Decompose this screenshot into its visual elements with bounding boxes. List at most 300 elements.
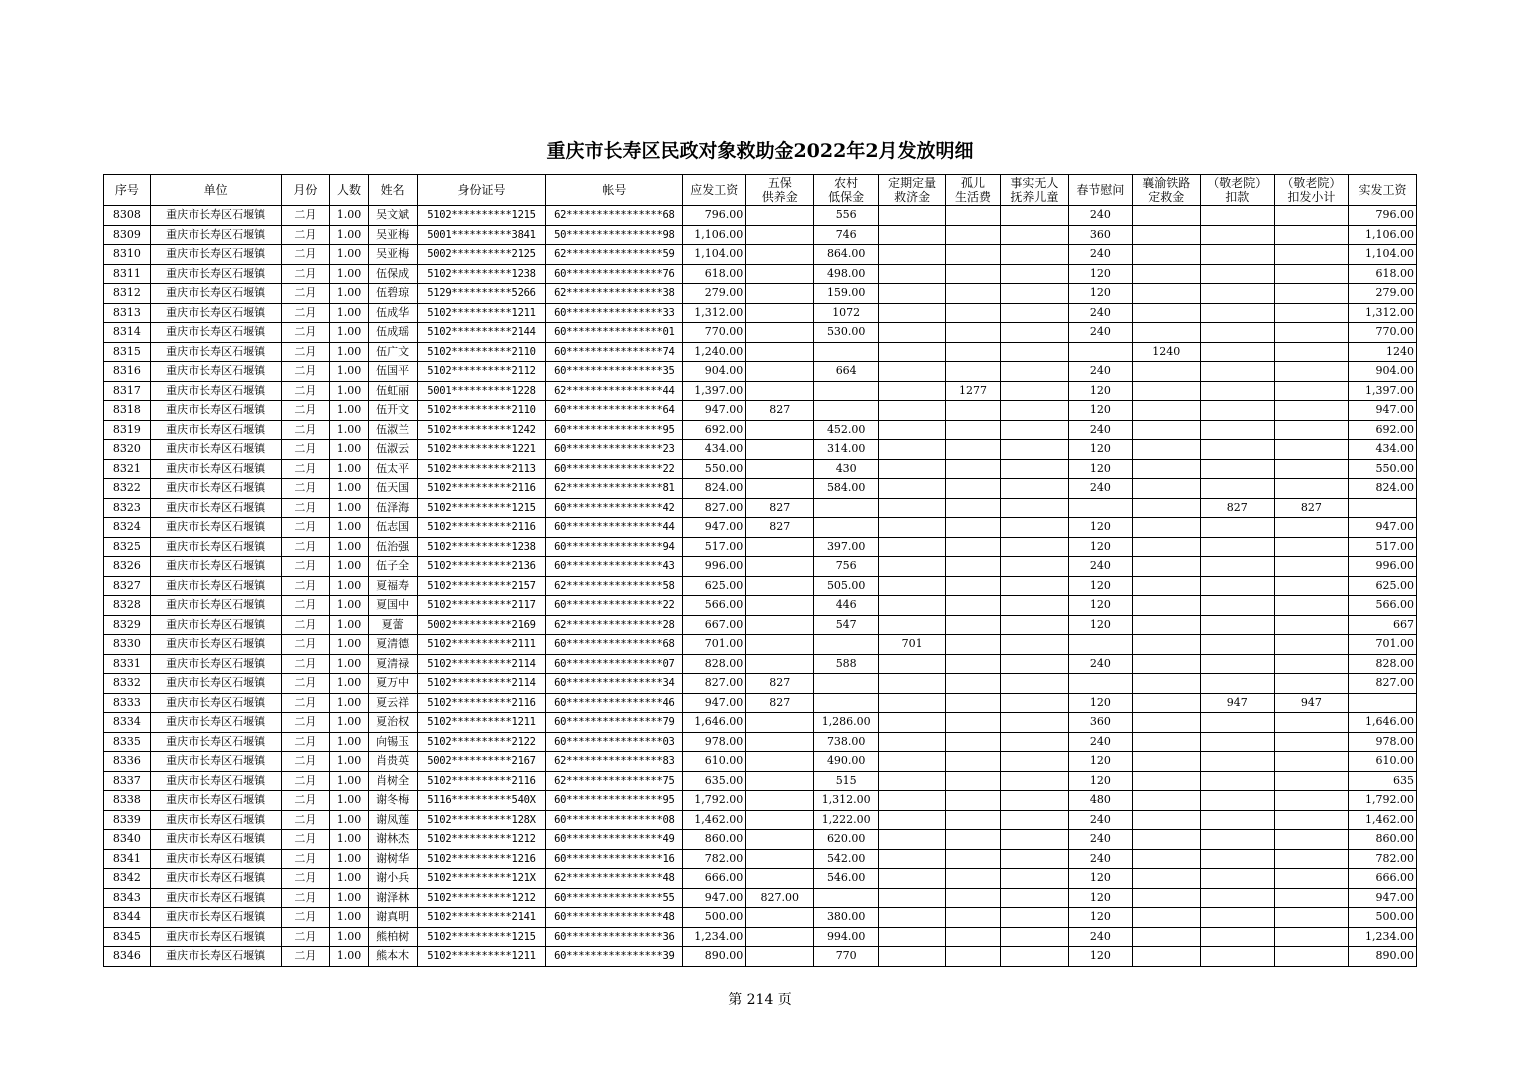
cell-name: 夏清德: [368, 635, 417, 655]
cell-jlykk: [1200, 557, 1274, 577]
column-header-jlyxj: （敬老院） 扣发小计: [1274, 175, 1348, 206]
cell-unit: 重庆市长寿区石堰镇: [150, 810, 281, 830]
cell-shishi: [1000, 713, 1068, 733]
cell-dingqi: [879, 713, 946, 733]
cell-name: 谢林杰: [368, 830, 417, 850]
column-header-due: 应发工资: [683, 175, 746, 206]
cell-chunjie: 120: [1068, 908, 1132, 928]
cell-due: 904.00: [683, 362, 746, 382]
cell-name: 夏治权: [368, 713, 417, 733]
cell-shishi: [1000, 225, 1068, 245]
cell-jlyxj: [1274, 518, 1348, 538]
cell-xiangyu: [1132, 576, 1200, 596]
cell-jlyxj: [1274, 303, 1348, 323]
cell-dibao: 664: [814, 362, 879, 382]
cell-actual: 824.00: [1348, 479, 1416, 499]
cell-jlyxj: [1274, 342, 1348, 362]
cell-guer: [946, 869, 1001, 889]
cell-dibao: 1072: [814, 303, 879, 323]
cell-dingqi: [879, 947, 946, 967]
cell-dibao: 770: [814, 947, 879, 967]
cell-due: 1,106.00: [683, 225, 746, 245]
cell-people: 1.00: [330, 537, 369, 557]
cell-actual: 1240: [1348, 342, 1416, 362]
cell-jlykk: [1200, 362, 1274, 382]
cell-account: 60****************34: [546, 674, 683, 694]
cell-dingqi: [879, 498, 946, 518]
cell-month: 二月: [281, 206, 330, 226]
cell-due: 996.00: [683, 557, 746, 577]
cell-unit: 重庆市长寿区石堰镇: [150, 381, 281, 401]
cell-due: 1,234.00: [683, 927, 746, 947]
cell-shishi: [1000, 947, 1068, 967]
table-row: [104, 401, 1417, 421]
cell-chunjie: 120: [1068, 576, 1132, 596]
cell-chunjie: 240: [1068, 206, 1132, 226]
cell-chunjie: 240: [1068, 303, 1132, 323]
cell-account: 60****************16: [546, 849, 683, 869]
cell-dingqi: [879, 791, 946, 811]
table-row: [104, 654, 1417, 674]
cell-guer: [946, 323, 1001, 343]
cell-dibao: 452.00: [814, 420, 879, 440]
cell-people: 1.00: [330, 810, 369, 830]
cell-wubao: [746, 576, 814, 596]
cell-wubao: [746, 791, 814, 811]
cell-jlyxj: [1274, 713, 1348, 733]
cell-month: 二月: [281, 908, 330, 928]
cell-unit: 重庆市长寿区石堰镇: [150, 420, 281, 440]
cell-jlykk: [1200, 674, 1274, 694]
cell-guer: [946, 498, 1001, 518]
cell-xiangyu: [1132, 225, 1200, 245]
cell-dibao: 430: [814, 459, 879, 479]
cell-account: 62****************28: [546, 615, 683, 635]
cell-month: 二月: [281, 498, 330, 518]
cell-actual: 566.00: [1348, 596, 1416, 616]
table-row: [104, 927, 1417, 947]
cell-dibao: 620.00: [814, 830, 879, 850]
cell-wubao: [746, 362, 814, 382]
cell-chunjie: 240: [1068, 732, 1132, 752]
cell-due: 782.00: [683, 849, 746, 869]
cell-unit: 重庆市长寿区石堰镇: [150, 323, 281, 343]
cell-month: 二月: [281, 810, 330, 830]
cell-dibao: [814, 342, 879, 362]
cell-seq: 8309: [104, 225, 151, 245]
cell-shishi: [1000, 576, 1068, 596]
cell-jlykk: [1200, 947, 1274, 967]
cell-id_no: 5102**********121X: [417, 869, 546, 889]
cell-wubao: [746, 303, 814, 323]
cell-jlykk: [1200, 830, 1274, 850]
cell-guer: 1277: [946, 381, 1001, 401]
cell-xiangyu: [1132, 362, 1200, 382]
cell-month: 二月: [281, 596, 330, 616]
cell-people: 1.00: [330, 498, 369, 518]
cell-dingqi: [879, 576, 946, 596]
table-row: [104, 557, 1417, 577]
cell-actual: 828.00: [1348, 654, 1416, 674]
cell-dingqi: [879, 654, 946, 674]
table-row: [104, 947, 1417, 967]
cell-jlyxj: [1274, 635, 1348, 655]
cell-account: 62****************48: [546, 869, 683, 889]
cell-jlykk: [1200, 576, 1274, 596]
cell-wubao: [746, 381, 814, 401]
cell-due: 890.00: [683, 947, 746, 967]
cell-chunjie: [1068, 674, 1132, 694]
cell-guer: [946, 401, 1001, 421]
table-row: [104, 576, 1417, 596]
cell-actual: 947.00: [1348, 518, 1416, 538]
cell-due: 827.00: [683, 498, 746, 518]
cell-dingqi: [879, 518, 946, 538]
cell-dibao: 505.00: [814, 576, 879, 596]
cell-wubao: [746, 440, 814, 460]
cell-dibao: 994.00: [814, 927, 879, 947]
cell-jlyxj: [1274, 420, 1348, 440]
cell-guer: [946, 557, 1001, 577]
cell-jlyxj: [1274, 732, 1348, 752]
cell-unit: 重庆市长寿区石堰镇: [150, 654, 281, 674]
cell-name: 伍国平: [368, 362, 417, 382]
cell-due: 770.00: [683, 323, 746, 343]
cell-wubao: [746, 225, 814, 245]
cell-unit: 重庆市长寿区石堰镇: [150, 693, 281, 713]
cell-name: 吴亚梅: [368, 245, 417, 265]
cell-people: 1.00: [330, 908, 369, 928]
cell-people: 1.00: [330, 791, 369, 811]
cell-dibao: [814, 498, 879, 518]
cell-guer: [946, 206, 1001, 226]
cell-dingqi: [879, 752, 946, 772]
cell-month: 二月: [281, 888, 330, 908]
cell-shishi: [1000, 381, 1068, 401]
cell-unit: 重庆市长寿区石堰镇: [150, 498, 281, 518]
cell-actual: 1,312.00: [1348, 303, 1416, 323]
cell-guer: [946, 440, 1001, 460]
cell-month: 二月: [281, 713, 330, 733]
cell-name: 谢凤莲: [368, 810, 417, 830]
cell-wubao: [746, 830, 814, 850]
cell-due: 434.00: [683, 440, 746, 460]
cell-seq: 8319: [104, 420, 151, 440]
cell-id_no: 5102**********1215: [417, 206, 546, 226]
cell-id_no: 5102**********2116: [417, 771, 546, 791]
cell-people: 1.00: [330, 849, 369, 869]
cell-name: 伍淑兰: [368, 420, 417, 440]
cell-chunjie: 120: [1068, 693, 1132, 713]
cell-wubao: [746, 908, 814, 928]
cell-dibao: [814, 518, 879, 538]
cell-account: 60****************22: [546, 596, 683, 616]
cell-chunjie: 120: [1068, 771, 1132, 791]
cell-name: 伍开文: [368, 401, 417, 421]
cell-shishi: [1000, 596, 1068, 616]
cell-guer: [946, 264, 1001, 284]
cell-shishi: [1000, 888, 1068, 908]
cell-id_no: 5102**********2112: [417, 362, 546, 382]
cell-dibao: 159.00: [814, 284, 879, 304]
cell-dibao: 446: [814, 596, 879, 616]
table-row: [104, 830, 1417, 850]
cell-guer: [946, 791, 1001, 811]
cell-dingqi: [879, 908, 946, 928]
cell-jlyxj: [1274, 791, 1348, 811]
cell-shishi: [1000, 927, 1068, 947]
cell-name: 谢树华: [368, 849, 417, 869]
cell-month: 二月: [281, 869, 330, 889]
column-header-seq: 序号: [104, 175, 151, 206]
cell-guer: [946, 830, 1001, 850]
cell-dibao: [814, 674, 879, 694]
cell-chunjie: 240: [1068, 479, 1132, 499]
cell-dingqi: [879, 479, 946, 499]
cell-id_no: 5002**********2169: [417, 615, 546, 635]
cell-account: 60****************49: [546, 830, 683, 850]
cell-chunjie: 120: [1068, 752, 1132, 772]
cell-dingqi: [879, 869, 946, 889]
cell-xiangyu: [1132, 713, 1200, 733]
cell-guer: [946, 479, 1001, 499]
cell-xiangyu: [1132, 381, 1200, 401]
table-row: [104, 674, 1417, 694]
cell-people: 1.00: [330, 596, 369, 616]
cell-guer: [946, 303, 1001, 323]
cell-dibao: 1,312.00: [814, 791, 879, 811]
cell-chunjie: 120: [1068, 615, 1132, 635]
cell-unit: 重庆市长寿区石堰镇: [150, 362, 281, 382]
cell-dingqi: [879, 849, 946, 869]
cell-actual: [1348, 498, 1416, 518]
column-header-chunjie: 春节慰问: [1068, 175, 1132, 206]
cell-unit: 重庆市长寿区石堰镇: [150, 576, 281, 596]
cell-jlykk: [1200, 284, 1274, 304]
cell-unit: 重庆市长寿区石堰镇: [150, 479, 281, 499]
cell-jlykk: [1200, 381, 1274, 401]
cell-guer: [946, 537, 1001, 557]
cell-id_no: 5102**********1238: [417, 537, 546, 557]
cell-shishi: [1000, 654, 1068, 674]
cell-due: 625.00: [683, 576, 746, 596]
cell-seq: 8313: [104, 303, 151, 323]
cell-jlyxj: [1274, 362, 1348, 382]
cell-shishi: [1000, 557, 1068, 577]
cell-guer: [946, 459, 1001, 479]
cell-name: 伍天国: [368, 479, 417, 499]
cell-id_no: 5102**********2110: [417, 401, 546, 421]
cell-guer: [946, 284, 1001, 304]
column-header-unit: 单位: [150, 175, 281, 206]
cell-people: 1.00: [330, 518, 369, 538]
cell-actual: 996.00: [1348, 557, 1416, 577]
cell-id_no: 5102**********1212: [417, 830, 546, 850]
cell-jlyxj: [1274, 869, 1348, 889]
cell-account: 60****************55: [546, 888, 683, 908]
cell-month: 二月: [281, 732, 330, 752]
cell-account: 60****************35: [546, 362, 683, 382]
cell-guer: [946, 225, 1001, 245]
cell-chunjie: 240: [1068, 557, 1132, 577]
cell-id_no: 5102**********2141: [417, 908, 546, 928]
cell-dingqi: [879, 615, 946, 635]
cell-shishi: [1000, 693, 1068, 713]
cell-xiangyu: [1132, 537, 1200, 557]
cell-xiangyu: [1132, 674, 1200, 694]
cell-chunjie: 120: [1068, 264, 1132, 284]
cell-jlyxj: [1274, 323, 1348, 343]
cell-actual: 692.00: [1348, 420, 1416, 440]
cell-guer: [946, 810, 1001, 830]
cell-jlykk: [1200, 401, 1274, 421]
cell-people: 1.00: [330, 615, 369, 635]
cell-people: 1.00: [330, 693, 369, 713]
cell-chunjie: 240: [1068, 362, 1132, 382]
cell-seq: 8346: [104, 947, 151, 967]
cell-actual: [1348, 693, 1416, 713]
cell-seq: 8325: [104, 537, 151, 557]
cell-jlykk: [1200, 654, 1274, 674]
cell-xiangyu: [1132, 947, 1200, 967]
cell-unit: 重庆市长寿区石堰镇: [150, 537, 281, 557]
cell-id_no: 5002**********2167: [417, 752, 546, 772]
cell-wubao: [746, 420, 814, 440]
cell-chunjie: [1068, 342, 1132, 362]
cell-seq: 8324: [104, 518, 151, 538]
cell-name: 肖树全: [368, 771, 417, 791]
cell-unit: 重庆市长寿区石堰镇: [150, 615, 281, 635]
cell-month: 二月: [281, 323, 330, 343]
cell-guer: [946, 771, 1001, 791]
cell-account: 60****************43: [546, 557, 683, 577]
cell-wubao: [746, 459, 814, 479]
cell-name: 伍虹丽: [368, 381, 417, 401]
cell-actual: 947.00: [1348, 888, 1416, 908]
cell-chunjie: 240: [1068, 810, 1132, 830]
cell-people: 1.00: [330, 381, 369, 401]
cell-people: 1.00: [330, 479, 369, 499]
cell-dingqi: [879, 771, 946, 791]
cell-seq: 8343: [104, 888, 151, 908]
cell-xiangyu: [1132, 849, 1200, 869]
cell-due: 947.00: [683, 693, 746, 713]
cell-account: 60****************44: [546, 518, 683, 538]
cell-seq: 8335: [104, 732, 151, 752]
cell-wubao: [746, 810, 814, 830]
table-row: [104, 596, 1417, 616]
cell-shishi: [1000, 245, 1068, 265]
cell-actual: 635: [1348, 771, 1416, 791]
cell-unit: 重庆市长寿区石堰镇: [150, 791, 281, 811]
cell-chunjie: 240: [1068, 830, 1132, 850]
cell-due: 828.00: [683, 654, 746, 674]
cell-id_no: 5102**********2114: [417, 654, 546, 674]
cell-actual: 1,397.00: [1348, 381, 1416, 401]
cell-xiangyu: [1132, 323, 1200, 343]
cell-actual: 1,462.00: [1348, 810, 1416, 830]
cell-actual: 796.00: [1348, 206, 1416, 226]
cell-name: 夏万中: [368, 674, 417, 694]
cell-jlyxj: 947: [1274, 693, 1348, 713]
cell-dingqi: 701: [879, 635, 946, 655]
cell-guer: [946, 849, 1001, 869]
cell-xiangyu: [1132, 732, 1200, 752]
cell-name: 熊本木: [368, 947, 417, 967]
cell-chunjie: 240: [1068, 927, 1132, 947]
cell-due: 796.00: [683, 206, 746, 226]
cell-unit: 重庆市长寿区石堰镇: [150, 557, 281, 577]
cell-account: 60****************36: [546, 927, 683, 947]
cell-dibao: 1,222.00: [814, 810, 879, 830]
cell-due: 1,646.00: [683, 713, 746, 733]
cell-guer: [946, 635, 1001, 655]
cell-guer: [946, 362, 1001, 382]
cell-jlyxj: [1274, 576, 1348, 596]
cell-name: 伍成华: [368, 303, 417, 323]
cell-people: 1.00: [330, 420, 369, 440]
cell-id_no: 5002**********2125: [417, 245, 546, 265]
cell-seq: 8345: [104, 927, 151, 947]
table-header-row: [104, 175, 1417, 206]
cell-due: 667.00: [683, 615, 746, 635]
cell-wubao: [746, 284, 814, 304]
cell-dingqi: [879, 206, 946, 226]
cell-actual: 947.00: [1348, 401, 1416, 421]
table-row: [104, 362, 1417, 382]
cell-wubao: 827: [746, 498, 814, 518]
cell-id_no: 5102**********1216: [417, 849, 546, 869]
cell-unit: 重庆市长寿区石堰镇: [150, 713, 281, 733]
cell-id_no: 5102**********1221: [417, 440, 546, 460]
cell-dibao: 542.00: [814, 849, 879, 869]
cell-xiangyu: [1132, 888, 1200, 908]
cell-shishi: [1000, 459, 1068, 479]
cell-dibao: [814, 693, 879, 713]
cell-month: 二月: [281, 264, 330, 284]
cell-month: 二月: [281, 245, 330, 265]
cell-month: 二月: [281, 401, 330, 421]
cell-id_no: 5102**********1211: [417, 713, 546, 733]
column-header-actual: 实发工资: [1348, 175, 1416, 206]
cell-xiangyu: [1132, 479, 1200, 499]
table-row: [104, 635, 1417, 655]
cell-wubao: [746, 635, 814, 655]
cell-name: 伍太平: [368, 459, 417, 479]
cell-shishi: [1000, 401, 1068, 421]
cell-month: 二月: [281, 674, 330, 694]
cell-wubao: [746, 752, 814, 772]
cell-people: 1.00: [330, 771, 369, 791]
table-row: [104, 225, 1417, 245]
cell-people: 1.00: [330, 713, 369, 733]
cell-shishi: [1000, 284, 1068, 304]
cell-dibao: 1,286.00: [814, 713, 879, 733]
cell-wubao: [746, 245, 814, 265]
cell-wubao: [746, 537, 814, 557]
cell-month: 二月: [281, 693, 330, 713]
cell-jlyxj: [1274, 927, 1348, 947]
cell-dibao: 515: [814, 771, 879, 791]
cell-seq: 8342: [104, 869, 151, 889]
cell-wubao: [746, 479, 814, 499]
column-header-name: 姓名: [368, 175, 417, 206]
cell-account: 60****************64: [546, 401, 683, 421]
cell-unit: 重庆市长寿区石堰镇: [150, 674, 281, 694]
table-row: [104, 206, 1417, 226]
cell-people: 1.00: [330, 576, 369, 596]
cell-seq: 8330: [104, 635, 151, 655]
